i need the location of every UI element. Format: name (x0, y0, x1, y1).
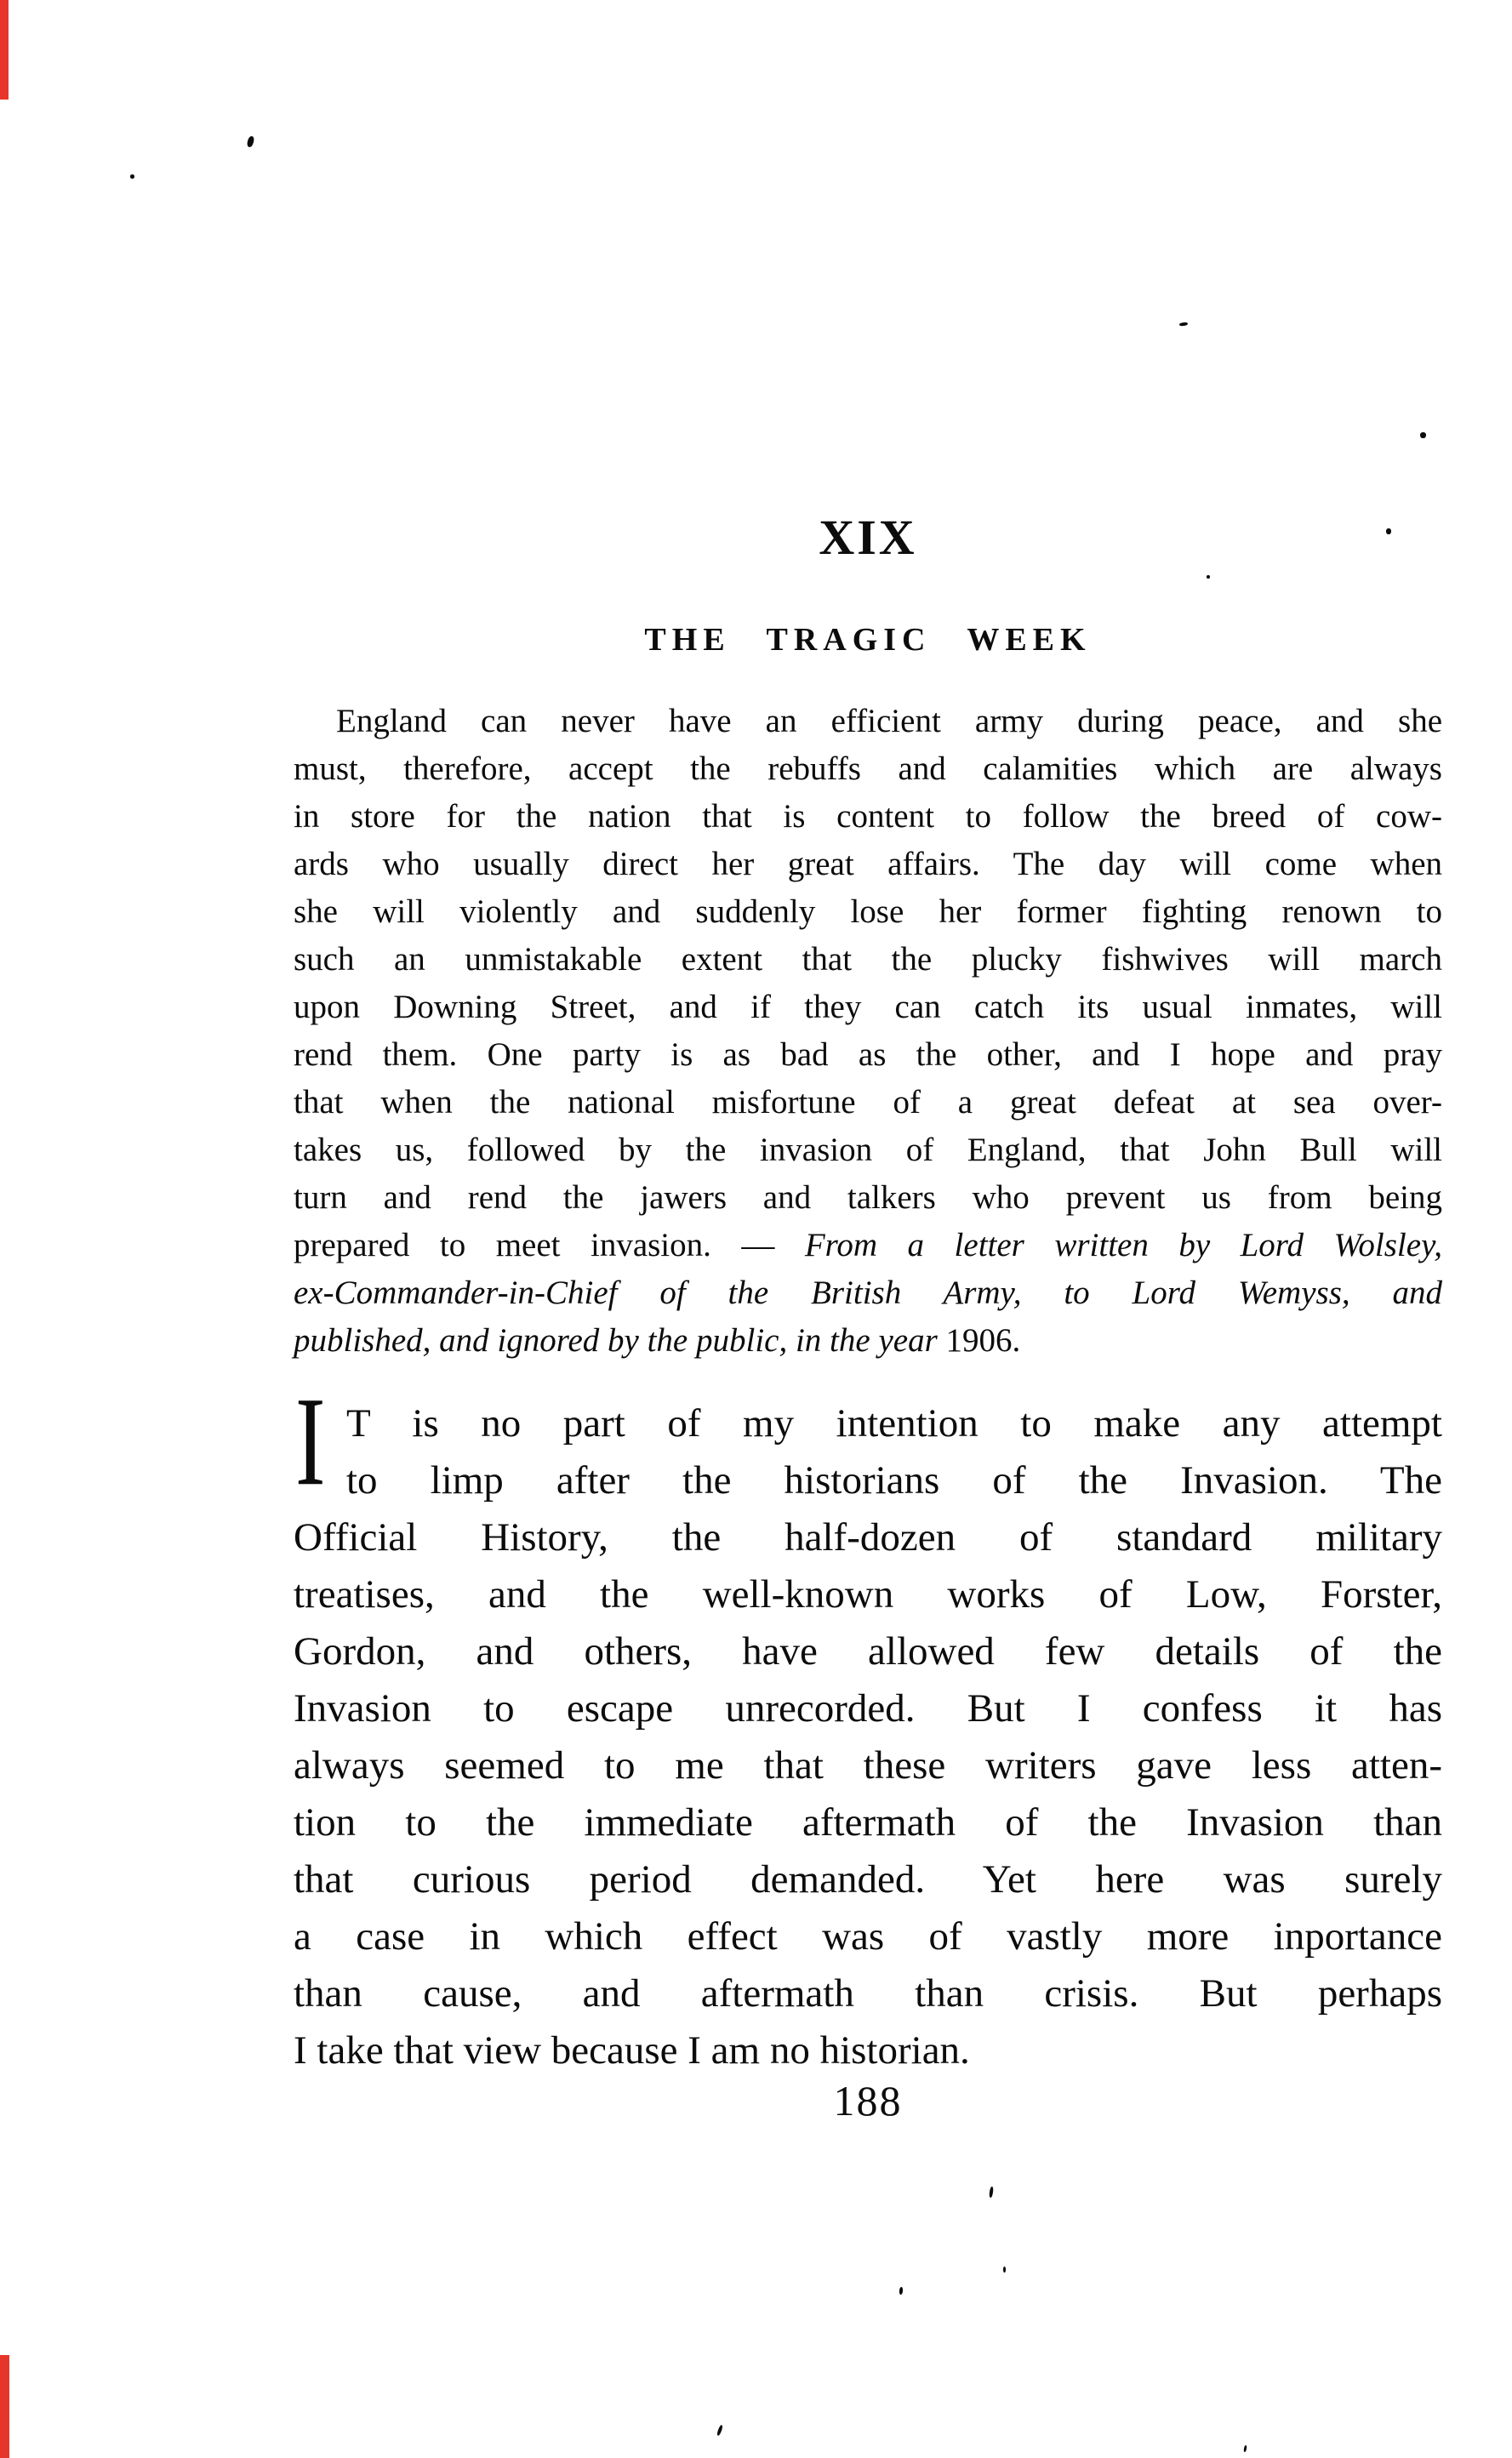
ink-speck (989, 2187, 994, 2198)
text-line (294, 698, 1442, 745)
text-line (294, 1079, 1442, 1126)
text-segment: upon Downing Street, and if they can catch its usual inmates, will (294, 989, 1442, 1025)
text-segment: must, therefore, accept the rebuffs and calamities which are always (294, 750, 1442, 787)
page-number: 188 (833, 2077, 903, 2124)
ink-speck (130, 174, 134, 179)
ink-speck (1207, 575, 1210, 579)
text-segment: such an unmistakable extent that the plucky fishwives will march (294, 941, 1442, 978)
italic-text-segment: published, and ignored by the public, in the year (294, 1322, 946, 1359)
text-segment: I take that view because I am no historian. (294, 2028, 970, 2073)
ink-speck (1243, 2445, 1247, 2452)
ink-speck (1003, 2267, 1006, 2273)
text-segment: Invasion to escape unrecorded. But I confess it has (294, 1686, 1442, 1731)
text-line (294, 1031, 1442, 1079)
text-line (294, 936, 1442, 984)
text-line (294, 1908, 1442, 1965)
text-segment: T is no part of my intention to make any attempt (346, 1401, 1442, 1446)
italic-text-segment: ex-Commander-in-Chief of the British Army, to Lord Wemyss, and (294, 1275, 1442, 1311)
text-line (294, 1269, 1442, 1317)
text-segment: turn and rend the jawers and talkers who prevent us from being (294, 1179, 1442, 1216)
text-segment: that when the national misfortune of a great defeat at sea over- (294, 1084, 1442, 1121)
drop-cap: I (295, 1371, 326, 1513)
text-line (294, 793, 1442, 841)
text-line (294, 1509, 1442, 1566)
text-line (294, 888, 1442, 936)
red-scan-edge (0, 0, 9, 100)
text-line (294, 1222, 1442, 1269)
ink-speck (246, 135, 254, 147)
text-line (294, 1452, 1442, 1509)
text-segment: takes us, followed by the invasion of England, that John Bull will (294, 1132, 1442, 1168)
text-segment: she will violently and suddenly lose her former fighting renown to (294, 893, 1442, 930)
text-line (294, 1566, 1442, 1623)
ink-speck (1420, 432, 1426, 438)
text-segment: tion to the immediate aftermath of the Invasion than (294, 1800, 1442, 1845)
text-segment: treatises, and the well-known works of Low, Forster, (294, 1572, 1442, 1617)
text-segment: that curious period demanded. Yet here was surely (294, 1857, 1442, 1902)
text-segment: England can never have an efficient army during peace, and she (336, 703, 1442, 739)
text-line (294, 1737, 1442, 1794)
red-scan-edge (0, 2355, 9, 2458)
ink-speck (1179, 322, 1188, 326)
text-segment: prepared to meet invasion. — (294, 1227, 805, 1263)
text-line (294, 1851, 1442, 1908)
text-segment: than cause, and aftermath than crisis. But perhaps (294, 1971, 1442, 2016)
text-segment: a case in which effect was of vastly more inportance (294, 1914, 1442, 1959)
text-line (294, 1317, 1442, 1365)
ink-speck (899, 2287, 904, 2295)
text-segment: ards who usually direct her great affairs. The day will come when (294, 846, 1442, 882)
text-line (294, 841, 1442, 888)
text-line (294, 1623, 1442, 1680)
text-line (294, 1126, 1442, 1174)
text-segment: rend them. One party is as bad as the other, and I hope and pray (294, 1036, 1442, 1073)
text-line (294, 1174, 1442, 1222)
text-segment: Gordon, and others, have allowed few details of the (294, 1629, 1442, 1674)
text-segment: to limp after the historians of the Invasion. The (346, 1458, 1442, 1503)
chapter-number: XIX (819, 510, 917, 565)
body-paragraph (294, 1395, 1442, 2079)
text-line (294, 1395, 1442, 1452)
ink-speck (716, 2425, 723, 2437)
text-line (294, 984, 1442, 1031)
text-segment: 1906. (945, 1322, 1021, 1359)
italic-text-segment: From a letter written by Lord Wolsley, (804, 1227, 1442, 1263)
text-line (294, 745, 1442, 793)
text-segment: Official History, the half-dozen of standard military (294, 1515, 1442, 1560)
ink-speck (1386, 528, 1391, 534)
epigraph-paragraph (294, 698, 1442, 1365)
text-line (294, 2022, 1442, 2079)
text-line (294, 1680, 1442, 1737)
text-line (294, 1794, 1442, 1851)
text-segment: in store for the nation that is content to follow the breed of cow- (294, 798, 1442, 835)
text-segment: always seemed to me that these writers gave less atten- (294, 1743, 1442, 1788)
chapter-title: THE TRAGIC WEEK (644, 622, 1092, 658)
text-line (294, 1965, 1442, 2022)
